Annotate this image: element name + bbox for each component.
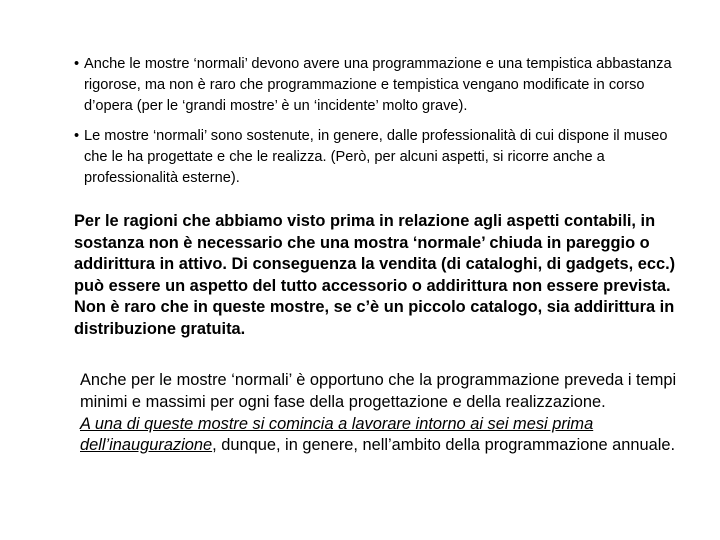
- bullet-text: Le mostre ‘normali’ sono sostenute, in genere, dalle professionalità di cui dispone il museo che le ha progettate e che le realizza. (Però, per alcuni aspetti, si ricorre anche a professionalità esterne).: [84, 128, 668, 186]
- bullet-item: [74, 126, 674, 189]
- emphasis-text: A una di queste mostre si comincia a lavorare intorno ai sei mesi prima dell’inaugurazione: [80, 414, 594, 455]
- programming-paragraph: [80, 370, 680, 457]
- paragraph-outro: , dunque, in genere, nell’ambito della programmazione annuale.: [212, 436, 676, 455]
- bullet-text: Anche le mostre ‘normali’ devono avere una programmazione e una tempistica abbastanza rigorose, ma non è raro che programmazione e tempistica vengano modificate in corso d’opera (per le ‘grandi mostre’ è un ‘incidente’ molto grave).: [84, 56, 672, 114]
- paragraph-intro: Anche per le mostre ‘normali’ è opportuno che la programmazione preveda i tempi minimi e massimi per ogni fase della progettazione e della realizzazione.: [80, 371, 677, 411]
- bullet-marker: •: [74, 56, 80, 72]
- bullet-marker: •: [74, 128, 80, 144]
- bold-paragraph: Per le ragioni che abbiamo visto prima in relazione agli aspetti contabili, in sostanza non è necessario che una mostra ‘normale’ chiuda in pareggio o addirittura in attivo. Di conseguenza la vendita (di cataloghi, di gadgets, ecc.) può essere un aspetto del tutto accessorio o addirittura non essere prevista. Non è raro che in queste mostre, se c’è un piccolo catalogo, sia addirittura in distribuzione gratuita.: [74, 212, 676, 338]
- bullet-item: [74, 54, 674, 117]
- bullet-list: [74, 54, 674, 198]
